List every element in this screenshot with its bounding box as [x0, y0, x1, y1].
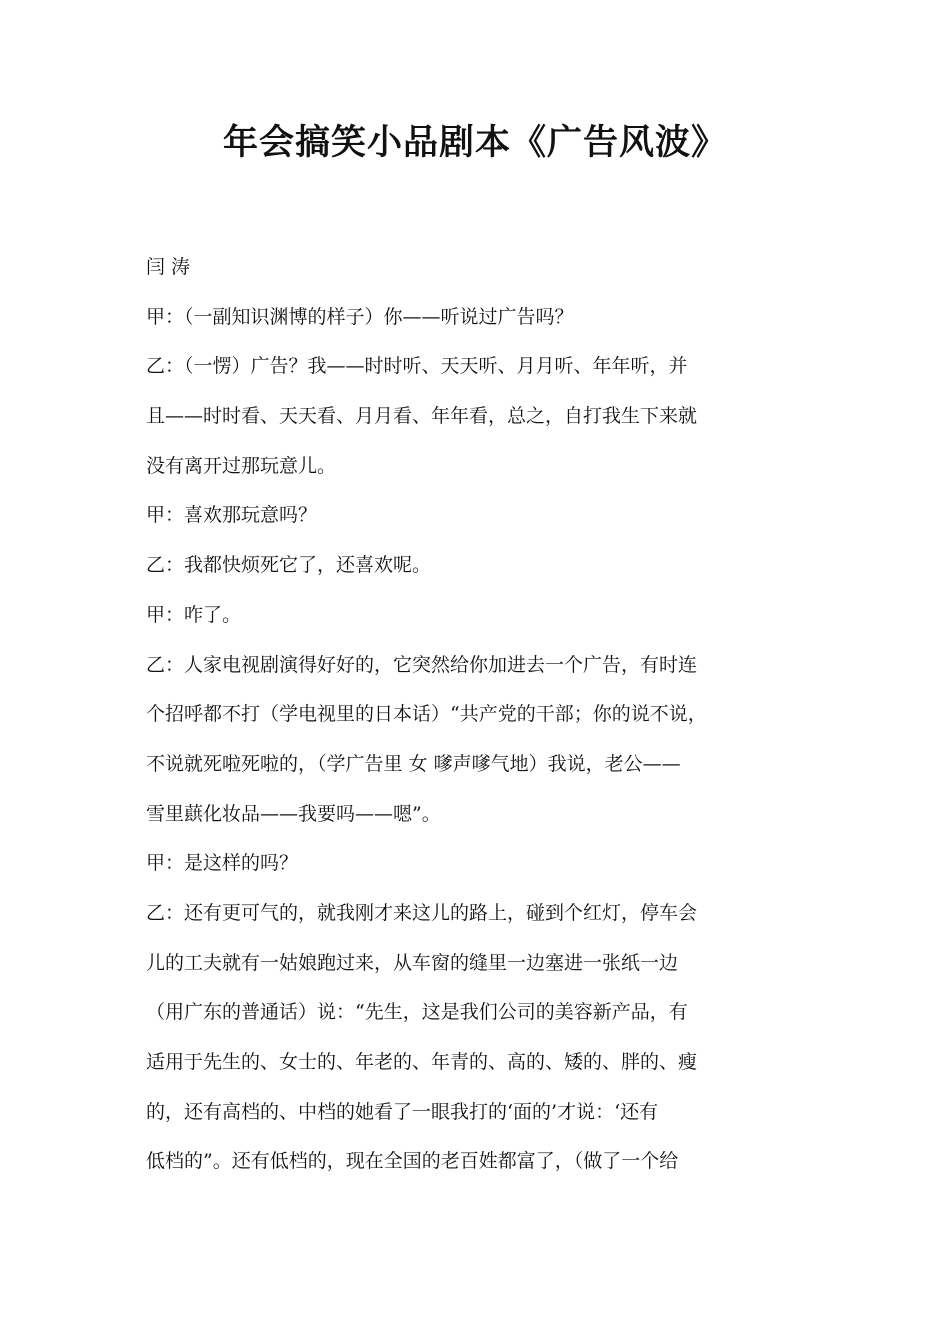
- text-line: 甲：（一副知识渊博的样子）你——听说过广告吗？: [146, 305, 574, 328]
- text-line: 甲：是这样的吗？: [146, 852, 299, 875]
- text-line: 乙：还有更可气的，就我刚才来这儿的路上，碰到个红灯，停车会: [146, 901, 698, 924]
- author-line: 闫 涛: [146, 256, 191, 278]
- text-line: 乙：人家电视剧演得好好的，它突然给你加进去一个广告，有时连: [146, 653, 698, 676]
- text-line: 的，还有高档的、中档的她看了一眼我打的‘面的’才说：‘还有: [146, 1100, 659, 1123]
- text-line: 且——时时看、天天看、月月看、年年看，总之，自打我生下来就: [146, 405, 698, 428]
- text-line: 儿的工夫就有一姑娘跑过来，从车窗的缝里一边塞进一张纸一边: [146, 951, 679, 974]
- text-line: 乙：（一愣）广告？我——时时听、天天听、月月听、年年听，并: [146, 355, 688, 378]
- text-line: 不说就死啦死啦的，（学广告里 女 嗲声嗲气地）我说，老公——: [146, 752, 681, 775]
- text-line: 没有离开过那玩意儿。: [146, 454, 337, 477]
- text-line: 低档的”。还有低档的，现在全国的老百姓都富了，（做了一个给: [146, 1150, 679, 1173]
- document-body: [146, 243, 806, 1187]
- text-line: （用广东的普通话）说：“先生，这是我们公司的美容新产品，有: [146, 1001, 688, 1024]
- text-line: 甲：咋了。: [146, 603, 242, 626]
- document-title: 年会搞笑小品剧本《广告风波》: [222, 123, 727, 163]
- text-line: 雪里蕻化妆品——我要吗——嗯”。: [146, 802, 441, 825]
- text-line: 乙：我都快烦死它了，还喜欢呢。: [146, 554, 432, 577]
- text-line: 个招呼都不打（学电视里的日本话）“共产党的干部；你的说不说，: [146, 703, 707, 726]
- text-line: 甲：喜欢那玩意吗？: [146, 504, 318, 527]
- text-line: 适用于先生的、女士的、年老的、年青的、高的、矮的、胖的、瘦: [146, 1051, 698, 1073]
